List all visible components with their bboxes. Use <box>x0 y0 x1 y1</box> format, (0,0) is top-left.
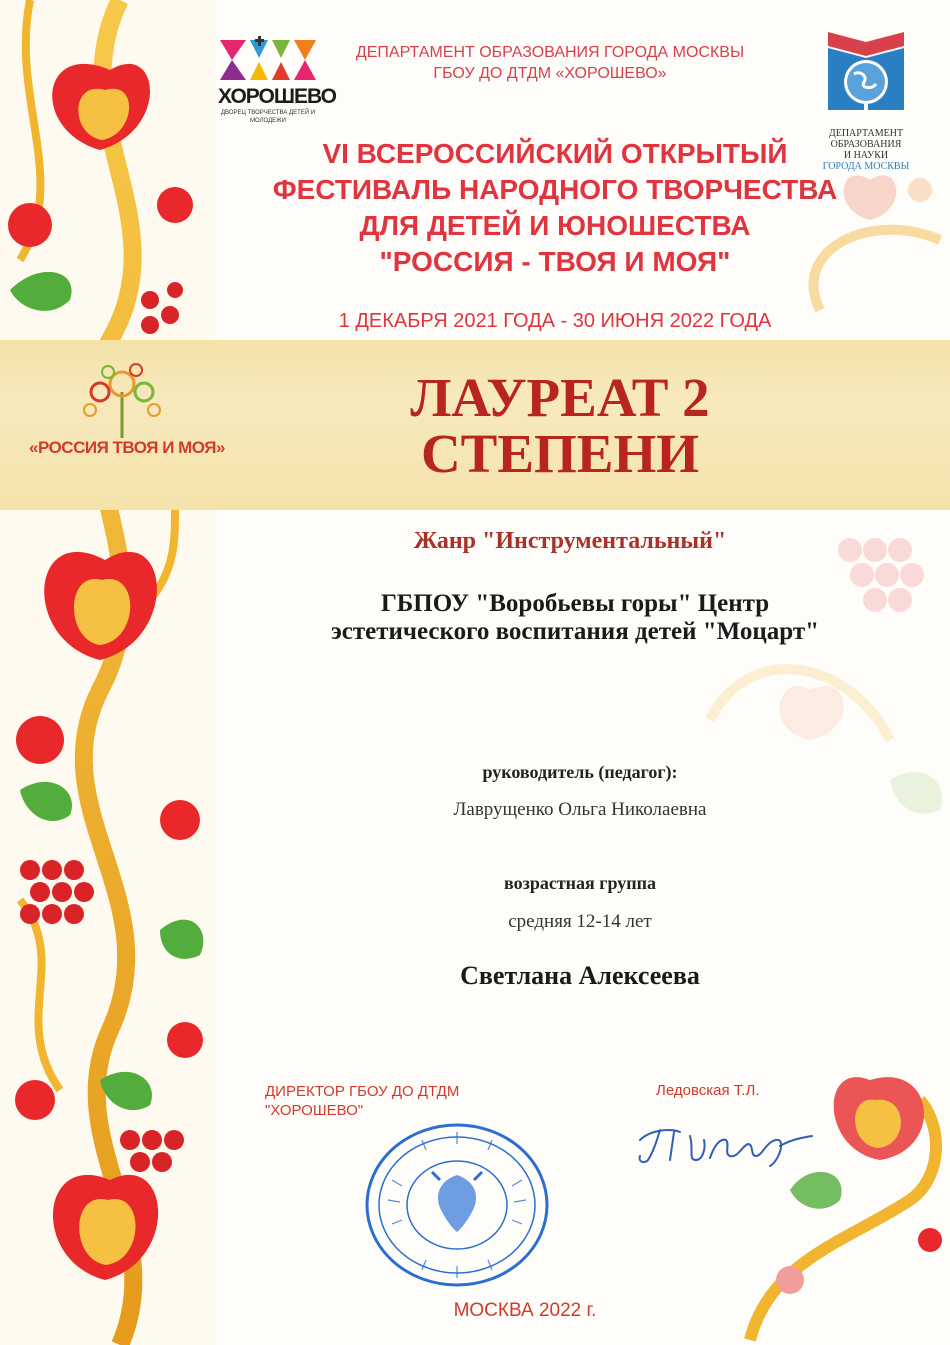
organization-line2: эстетического воспитания детей "Моцарт" <box>330 618 820 645</box>
participant-name: Светлана Алексеева <box>460 961 700 990</box>
festival-tree-icon <box>22 362 232 438</box>
leader-name: Лаврущенко Ольга Николаевна <box>453 799 707 820</box>
festival-title-line3: ДЛЯ ДЕТЕЙ И ЮНОШЕСТВА <box>359 210 751 241</box>
dept-caption-line1: ДЕПАРТАМЕНТ <box>828 128 904 139</box>
horoshevo-logo-title: ХОРОШЕВО <box>218 85 336 108</box>
department-name: ДЕПАРТАМЕНТ ОБРАЗОВАНИЯ ГОРОДА МОСКВЫ <box>355 44 745 61</box>
director-title-line1: ДИРЕКТОР ГБОУ ДО ДТДМ <box>265 1083 460 1100</box>
city-year: МОСКВА 2022 г. <box>453 1300 597 1321</box>
festival-dates: 1 ДЕКАБРЯ 2021 ГОДА - 30 ИЮНЯ 2022 ГОДА <box>338 310 772 332</box>
dept-caption-line3: И НАУКИ <box>843 150 889 161</box>
globe-book-emblem-icon <box>820 26 912 126</box>
organizer-header <box>330 42 770 84</box>
horoshevo-logo-subtitle: ДВОРЕЦ ТВОРЧЕСТВА ДЕТЕЙ И МОЛОДЕЖИ <box>220 110 316 124</box>
festival-logo-text: «РОССИЯ ТВОЯ И МОЯ» <box>29 438 225 457</box>
festival-title-line2: ФЕСТИВАЛЬ НАРОДНОГО ТВОРЧЕСТВА <box>272 174 838 205</box>
age-group-value: средняя 12-14 лет <box>508 911 652 932</box>
khokhloma-left-border <box>0 0 215 1345</box>
genre: Жанр "Инструментальный" <box>413 528 727 554</box>
festival-logo <box>22 362 232 472</box>
horoshevo-logo-mark <box>218 36 318 84</box>
handwritten-signature <box>630 1110 820 1170</box>
organization-line1: ГБПОУ "Воробьевы горы" Центр <box>380 590 770 617</box>
dept-caption-line4: ГОРОДА МОСКВЫ <box>822 161 910 172</box>
school-name: ГБОУ ДО ДТДМ «ХОРОШЕВО» <box>433 65 667 82</box>
signer-name: Ледовская Т.Л. <box>656 1082 760 1099</box>
festival-title-line4: "РОССИЯ - ТВОЯ И МОЯ" <box>379 246 731 277</box>
leader-label: руководитель (педагог): <box>482 762 678 782</box>
director-title <box>265 1082 505 1120</box>
dept-caption-line2: ОБРАЗОВАНИЯ <box>830 139 902 150</box>
director-title-line2: "ХОРОШЕВО" <box>265 1102 364 1119</box>
official-stamp <box>362 1120 552 1290</box>
age-group-label: возрастная группа <box>504 873 656 893</box>
award-title <box>330 367 790 484</box>
festival-title <box>250 136 860 280</box>
award-title-line2: СТЕПЕНИ <box>420 423 700 484</box>
horoshevo-logo <box>218 36 336 124</box>
organization-name <box>230 590 920 646</box>
award-title-line1: ЛАУРЕАТ 2 <box>410 367 710 428</box>
festival-title-line1: VI ВСЕРОССИЙСКИЙ ОТКРЫТЫЙ <box>322 138 788 169</box>
